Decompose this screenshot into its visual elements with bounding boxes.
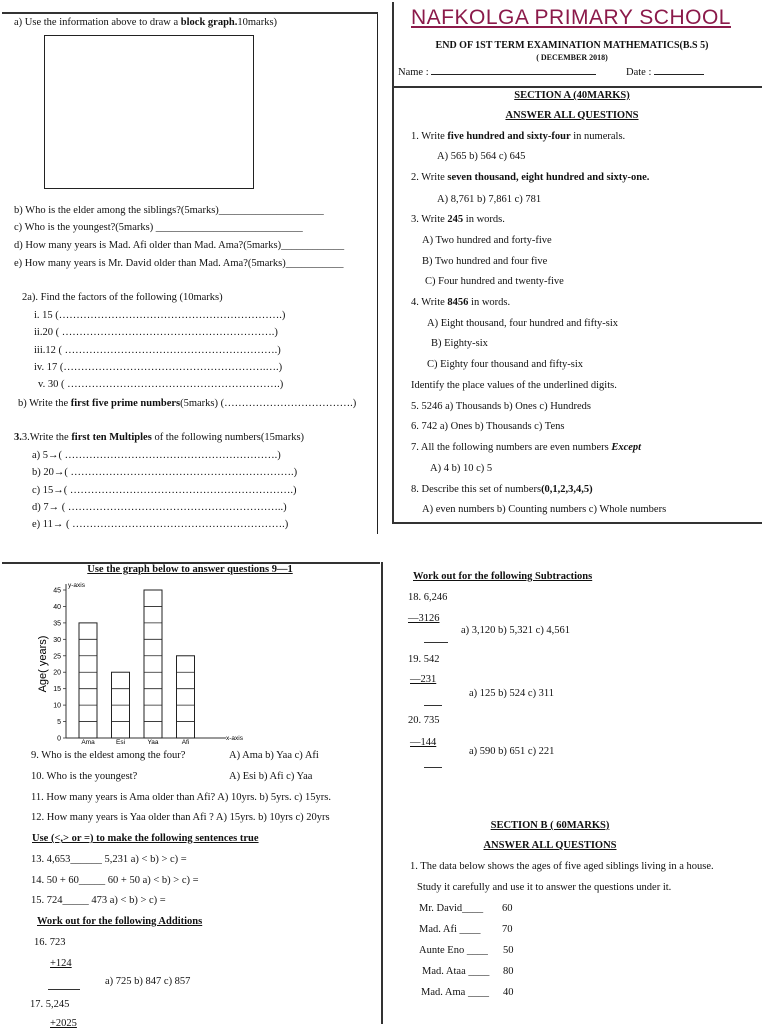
sibling-name: Mad. Afi ____ <box>419 924 481 935</box>
y-tick-label: 45 <box>53 587 61 595</box>
sibling-age: 50 <box>503 945 514 956</box>
question-17-addend: +2025 <box>50 1018 77 1029</box>
sa-question-4-option: C) Eighty four thousand and fifty-six <box>427 359 584 370</box>
y-axis-label: Age( years) <box>37 635 49 693</box>
sb-question-1: 1. The data below shows the ages of five aged siblings living in a house. <box>410 861 714 872</box>
question-20-subtrahend: —144 <box>410 737 437 748</box>
bar <box>144 590 162 738</box>
y-axis-caption: y-axis <box>68 582 85 589</box>
place-values-heading: Identify the place values of the underlined digits. <box>411 380 617 391</box>
bar <box>177 656 195 738</box>
exam-date: ( DECEMBER 2018) <box>536 53 608 62</box>
question-9-options: A) Ama b) Yaa c) Afi <box>229 750 319 761</box>
question-3: 3.3.Write the first ten Multiples of the following numbers(15marks) <box>14 432 305 443</box>
age-bar-chart <box>30 578 280 748</box>
x-tick-label: Yaa <box>147 739 159 746</box>
sibling-name: Aunte Eno ____ <box>419 945 488 956</box>
factor-item: ii.20 ( …………………………………………………….) <box>34 327 278 338</box>
section-b-heading: SECTION B ( 60MARKS) <box>490 820 610 831</box>
answer-line <box>424 767 442 768</box>
sa-question-4: 4. Write 8456 in words. <box>411 297 511 308</box>
question-e: e) How many years is Mr. David older than Mad. Ama?(5marks)___________ <box>14 258 344 269</box>
question-b: b) Who is the elder among the siblings?(5marks)____________________ <box>14 205 324 216</box>
question-18: 18. 6,246 <box>408 592 448 603</box>
x-tick-label: Ama <box>81 739 95 746</box>
sibling-name: Mad. Ataa ____ <box>422 966 490 977</box>
question-17: 17. 5,245 <box>30 999 70 1010</box>
question-20: 20. 735 <box>408 715 440 726</box>
question-d: d) How many years is Mad. Afi older than Mad. Ama?(5marks)____________ <box>14 240 345 251</box>
top-left-border <box>2 12 378 14</box>
question-16-addend: +124 <box>50 958 72 969</box>
header-divider <box>392 86 762 88</box>
question-2a: 2a). Find the factors of the following (10marks) <box>22 292 223 303</box>
factor-item: v. 30 ( …………………………………………………….) <box>38 379 284 390</box>
school-title: NAFKOLGA PRIMARY SCHOOL <box>411 6 731 29</box>
name-field[interactable]: Name : <box>398 67 596 78</box>
question-11: 11. How many years is Ama older than Afi? A) 10yrs. b) 5yrs. c) 15yrs. <box>31 792 331 803</box>
sibling-name: Mr. David____ <box>419 903 484 914</box>
question-12: 12. How many years is Yaa older than Afi ? A) 15yrs. b) 10yrs c) 20yrs <box>31 812 330 823</box>
sa-question-6: 6. 742 a) Ones b) Thousands c) Tens <box>411 421 565 432</box>
question-19-subtrahend: —231 <box>410 674 437 685</box>
sb-question-1-line-2: Study it carefully and use it to answer the questions under it. <box>417 882 672 893</box>
block-graph-drawing-box[interactable] <box>44 35 254 189</box>
y-tick-label: 40 <box>53 603 61 611</box>
sa-question-3-option: B) Two hundred and four five <box>422 256 548 267</box>
answer-line <box>424 705 442 706</box>
answer-line <box>424 642 448 643</box>
subtraction-heading: Work out for the following Subtractions <box>413 571 593 582</box>
y-tick-label: 5 <box>57 719 61 727</box>
section-b-subheading: ANSWER ALL QUESTIONS <box>483 840 617 851</box>
question-10: 10. Who is the youngest? <box>31 771 138 782</box>
answer-line <box>48 989 80 990</box>
bottom-center-divider <box>381 562 383 1024</box>
question-c: c) Who is the youngest?(5marks) ____________________________ <box>14 222 303 233</box>
top-right-left-border <box>392 2 394 524</box>
sa-question-3-option: A) Two hundred and forty-five <box>422 235 552 246</box>
question-14: 14. 50 + 60_____ 60 + 50 a) < b) > c) = <box>31 875 199 886</box>
exam-title: END OF 1ST TERM EXAMINATION MATHEMATICS(B.S 5) <box>435 40 709 51</box>
sibling-age: 70 <box>502 924 513 935</box>
sibling-name: Mad. Ama ____ <box>421 987 489 998</box>
date-field[interactable]: Date : <box>626 67 704 78</box>
graph-heading: Use the graph below to answer questions 9—1 <box>87 564 293 575</box>
top-right-bottom-border <box>392 522 762 524</box>
bar <box>79 623 97 738</box>
question-2b: b) Write the first five prime numbers(5marks) (……………………………….) <box>18 398 357 409</box>
compare-heading: Use (<,> or =) to make the following sentences true <box>32 833 259 844</box>
question-15: 15. 724_____ 473 a) < b) > c) = <box>31 895 166 906</box>
sibling-age: 40 <box>503 987 514 998</box>
x-tick-label: Esi <box>115 739 126 746</box>
multiple-item: d) 7→ ( ……………………………………………………..) <box>32 502 287 513</box>
sa-question-4-option: B) Eighty-six <box>431 338 488 349</box>
sa-question-8: 8. Describe this set of numbers(0,1,2,3,4,5) <box>411 484 593 495</box>
additions-heading: Work out for the following Additions <box>37 916 203 927</box>
section-a-subheading: ANSWER ALL QUESTIONS <box>505 110 639 121</box>
factor-item: iii.12 ( …………………………………………………….) <box>34 345 281 356</box>
factor-item: i. 15 (……………………………………………………….) <box>34 310 286 321</box>
x-tick-label: Afi <box>181 739 190 746</box>
sa-question-1: 1. Write five hundred and sixty-four in numerals. <box>411 131 626 142</box>
y-tick-label: 15 <box>53 686 61 694</box>
sibling-age: 80 <box>503 966 514 977</box>
sa-question-2: 2. Write seven thousand, eight hundred and sixty-one. <box>411 172 650 183</box>
sa-question-8-options: A) even numbers b) Counting numbers c) Whole numbers <box>422 504 667 515</box>
question-16-options: a) 725 b) 847 c) 857 <box>105 976 191 987</box>
question-9: 9. Who is the eldest among the four? <box>31 750 186 761</box>
x-axis-caption: x-axis <box>226 735 243 742</box>
sibling-age: 60 <box>502 903 513 914</box>
question-19: 19. 542 <box>408 654 440 665</box>
question-19-options: a) 125 b) 524 c) 311 <box>469 688 555 699</box>
y-tick-label: 20 <box>53 669 61 677</box>
question-18-subtrahend: —3126 <box>408 613 440 624</box>
multiple-item: e) 11→ ( …………………………………………………….) <box>32 519 289 530</box>
question-10-options: A) Esi b) Afi c) Yaa <box>229 771 313 782</box>
sa-question-3: 3. Write 245 in words. <box>411 214 505 225</box>
sa-question-1-options: A) 565 b) 564 c) 645 <box>437 151 526 162</box>
y-tick-label: 30 <box>53 636 61 644</box>
y-tick-label: 0 <box>57 735 61 743</box>
sa-question-7-options: A) 4 b) 10 c) 5 <box>430 463 493 474</box>
factor-item: iv. 17 (………………………………………………….….) <box>34 362 283 373</box>
y-tick-label: 25 <box>53 653 61 661</box>
section-a-heading: SECTION A (40MARKS) <box>514 90 630 101</box>
question-18-options: a) 3,120 b) 5,321 c) 4,561 <box>461 625 571 636</box>
sa-question-4-option: A) Eight thousand, four hundred and fifty-six <box>427 318 619 329</box>
question-16: 16. 723 <box>34 937 66 948</box>
y-tick-label: 35 <box>53 620 61 628</box>
question-20-options: a) 590 b) 651 c) 221 <box>469 746 555 757</box>
sa-question-3-option: C) Four hundred and twenty-five <box>425 276 564 287</box>
multiple-item: b) 20→( ……………………………………………………….) <box>32 467 298 478</box>
sa-question-7: 7. All the following numbers are even numbers Except <box>411 442 642 453</box>
question-13: 13. 4,653______ 5,231 a) < b) > c) = <box>31 854 187 865</box>
multiple-item: c) 15→( ……………………………………………………….) <box>32 485 297 496</box>
sa-question-5: 5. 5246 a) Thousands b) Ones c) Hundreds <box>411 401 592 412</box>
y-tick-label: 10 <box>53 702 61 710</box>
sa-question-2-options: A) 8,761 b) 7,861 c) 781 <box>437 194 542 205</box>
question-2-1a: a) Use the information above to draw a block graph.10marks) <box>14 17 278 28</box>
multiple-item: a) 5→( …………………………………………………….) <box>32 450 281 461</box>
